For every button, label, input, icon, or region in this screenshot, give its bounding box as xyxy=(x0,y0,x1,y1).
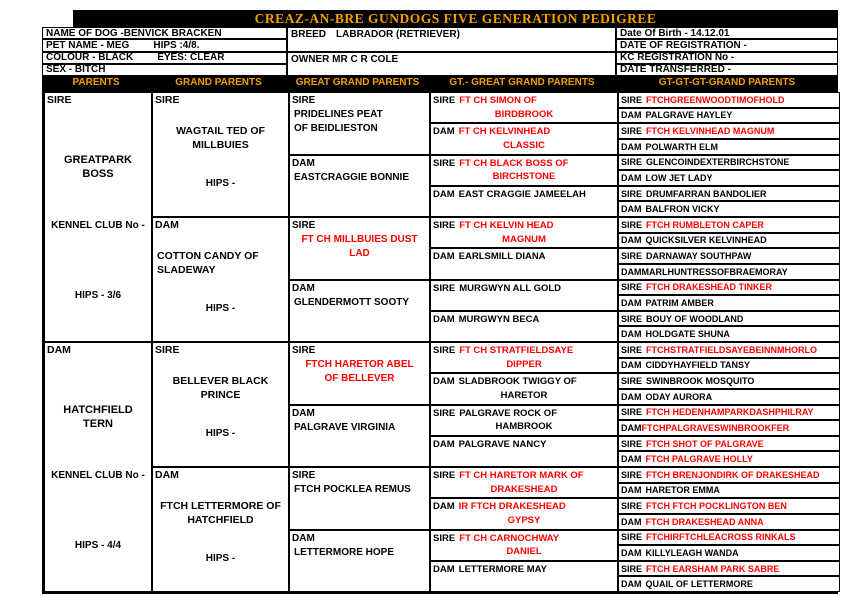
gt-gt-gt-grand-parent-cell xyxy=(618,342,840,358)
gt-great-grand-parent-cell xyxy=(430,530,618,561)
great-grand-parent-cell xyxy=(289,280,430,343)
relation-label: DAM xyxy=(292,532,315,544)
dog-name-row xyxy=(431,282,617,296)
date-transferred-field: DATE TRANSFERRED - xyxy=(616,64,838,76)
eyes-text: EYES: CLEAR xyxy=(157,52,225,64)
dog-name: FTCH BRENJONDIRK OF DRAKESHEAD xyxy=(646,469,820,480)
relation-label: DAM xyxy=(621,235,642,246)
dog-name-line2: GYPSY xyxy=(507,514,541,526)
dog-name: FT CH KELVINHEAD xyxy=(458,126,551,138)
relation-label: DAM xyxy=(621,454,642,465)
dog-name: FTCH SHOT OF PALGRAVE xyxy=(646,438,764,449)
relation-label: DAM xyxy=(47,344,71,356)
dog-name: FTCHPALGRAVESWINBROOKFER xyxy=(641,422,790,433)
column-header-gt-great-grand-parents: GT.- GREAT GRAND PARENTS xyxy=(449,77,595,88)
relation-label: SIRE xyxy=(621,188,643,199)
gt-gt-gt-grand-parent-cell xyxy=(618,123,840,139)
relation-label: DAM xyxy=(621,266,642,277)
dog-name-line: LAD xyxy=(349,248,370,259)
gt-gt-gt-grand-parent-cell xyxy=(618,436,840,452)
dog-name: HARETOR EMMA xyxy=(645,485,720,496)
dog-name: PALGRAVE NANCY xyxy=(458,438,547,450)
grand-parent-cell xyxy=(152,467,289,592)
gt-gt-gt-grand-parent-cell xyxy=(618,311,840,327)
dog-name: SLADBROOK TWIGGY OF xyxy=(458,376,577,388)
dog-name-line2: BIRDBROOK xyxy=(494,108,554,120)
gt-gt-gt-grand-parent-cell xyxy=(618,233,840,249)
relation-label: SIRE xyxy=(155,344,180,356)
sex-text: SEX - BITCH xyxy=(46,64,106,76)
dog-name: FTCH PALGRAVE HOLLY xyxy=(645,454,753,465)
gt-gt-gt-grand-parent-cell xyxy=(618,467,840,483)
gt-gt-gt-grand-parent-cell xyxy=(618,217,840,233)
relation-label: SIRE xyxy=(621,313,643,324)
dog-name: BALFRON VICKY xyxy=(645,204,720,215)
relation-label: DAM xyxy=(621,547,642,558)
dog-name: DARNAWAY SOUTHPAW xyxy=(646,251,752,262)
relation-label: DAM xyxy=(621,360,642,371)
gt-gt-gt-grand-parent-cell xyxy=(618,108,840,124)
dog-name-row xyxy=(431,125,617,139)
dog-name-line: FT CH MILLBUIES DUST xyxy=(301,234,418,245)
hips-text: HIPS :4/8. xyxy=(153,39,200,51)
dog-name: POLWARTH ELM xyxy=(645,141,718,152)
gt-gt-gt-grand-parent-cell xyxy=(618,280,840,296)
relation-label: DAM xyxy=(621,297,642,308)
relation-label: SIRE xyxy=(433,532,456,544)
gt-great-grand-parent-cell xyxy=(430,405,618,436)
relation-label: SIRE xyxy=(621,532,643,543)
gt-great-grand-parent-cell xyxy=(430,311,618,342)
dog-name: FT CH CARNOCHWAY xyxy=(459,532,560,544)
relation-label: SIRE xyxy=(621,126,643,137)
relation-label: SIRE xyxy=(292,95,316,106)
gt-gt-gt-grand-parent-cell xyxy=(618,530,840,546)
gt-great-grand-parent-cell xyxy=(430,248,618,279)
dog-name-row xyxy=(431,94,617,108)
dog-name: PALGRAVE HAYLEY xyxy=(645,110,733,121)
dog-name-line2: HAMBROOK xyxy=(495,421,553,432)
gt-great-grand-parent-cell xyxy=(430,436,618,467)
grand-parent-cell xyxy=(152,92,289,217)
dog-name: QUICKSILVER KELVINHEAD xyxy=(645,235,767,246)
gt-great-grand-parent-cell xyxy=(430,123,618,154)
relation-label: SIRE xyxy=(433,157,456,169)
gt-gt-gt-grand-parent-cell xyxy=(618,295,840,311)
dog-name-row xyxy=(431,344,617,358)
gt-gt-gt-grand-parent-cell xyxy=(618,170,840,186)
parent-cell xyxy=(44,342,152,592)
dog-name: COTTON CANDY OF SLADEWAY xyxy=(157,250,259,276)
dog-name: PATRIM AMBER xyxy=(645,297,714,308)
dog-name-line2: DRAKESHEAD xyxy=(490,483,558,495)
dog-name: FT CH HARETOR MARK OF xyxy=(459,470,584,481)
dog-name-line2: HARETOR xyxy=(500,389,548,401)
gt-great-grand-parent-cell xyxy=(430,217,618,248)
column-header-gt-gt-gt-grand-parents: GT-GT-GT-GRAND PARENTS xyxy=(658,77,796,88)
relation-label: SIRE xyxy=(621,501,643,512)
dog-name: WAGTAIL TED OF MILLBUIES xyxy=(176,125,265,151)
dog-name-row xyxy=(431,469,617,483)
hips-score: HIPS - xyxy=(205,178,236,189)
gt-great-grand-parent-cell xyxy=(430,373,618,404)
column-header-parents: PARENTS xyxy=(72,77,120,88)
dog-name-line: LETTERMORE HOPE xyxy=(294,546,395,558)
relation-label: DAM xyxy=(621,516,642,527)
relation-label: SIRE xyxy=(433,470,456,481)
dog-name: ODAY AURORA xyxy=(645,391,713,402)
gt-gt-gt-grand-parent-cell xyxy=(618,155,840,171)
relation-label: SIRE xyxy=(621,251,643,262)
hips-score: HIPS - 3/6 xyxy=(74,290,122,301)
dog-name-line: FTCH HARETOR ABEL xyxy=(305,359,414,370)
dog-name: FTCHGREENWOODTIMOFHOLD xyxy=(646,94,785,105)
hips-score: HIPS - 4/4 xyxy=(74,540,122,551)
relation-label: SIRE xyxy=(621,282,643,293)
gt-great-grand-parent-cell xyxy=(430,467,618,498)
column-header-great-grand-parents: GREAT GRAND PARENTS xyxy=(295,77,420,88)
dog-name-line2: BIRCHSTONE xyxy=(492,171,556,182)
relation-label: SIRE xyxy=(155,94,180,106)
kennel-club-no: KENNEL CLUB No - xyxy=(51,220,145,231)
gt-gt-gt-grand-parent-cell xyxy=(618,420,840,436)
dog-name: FTCH KELVINHEAD MAGNUM xyxy=(646,126,775,137)
gt-great-grand-parent-cell xyxy=(430,498,618,529)
dog-name: GREATPARK BOSS xyxy=(63,154,133,180)
dog-name-line2: DIPPER xyxy=(506,358,542,370)
relation-label: DAM xyxy=(621,485,642,496)
dog-name-line: PRIDELINES PEAT xyxy=(294,109,383,120)
dog-name: PALGRAVE ROCK OF xyxy=(459,407,558,419)
great-grand-parent-cell xyxy=(289,467,430,530)
dog-name: LOW JET LADY xyxy=(645,172,713,183)
dog-name: BOUY OF WOODLAND xyxy=(646,313,744,324)
dog-name: FT CH KELVIN HEAD xyxy=(459,220,554,231)
relation-label: DAM xyxy=(433,126,455,138)
dog-name: FTCH RUMBLETON CAPER xyxy=(646,219,764,230)
gt-gt-gt-grand-parent-cell xyxy=(618,248,840,264)
relation-label: DAM xyxy=(621,391,642,402)
dog-name: FTCH DRAKESHEAD TINKER xyxy=(646,282,773,293)
relation-label: SIRE xyxy=(433,282,456,294)
relation-label: SIRE xyxy=(621,469,643,480)
gt-gt-gt-grand-parent-cell xyxy=(618,373,840,389)
dog-name: EAST CRAGGIE JAMEELAH xyxy=(458,188,586,200)
dog-name: GLENCOINDEXTERBIRCHSTONE xyxy=(646,157,790,168)
great-grand-parent-cell xyxy=(289,92,430,155)
dog-name-row xyxy=(431,375,617,389)
dog-name: QUAIL OF LETTERMORE xyxy=(645,579,753,590)
relation-label: DAM xyxy=(155,469,179,481)
hips-score: HIPS - xyxy=(205,428,236,439)
gt-gt-gt-grand-parent-cell xyxy=(618,576,840,592)
date-of-birth-field: Date Of Birth - 14.12.01 xyxy=(616,27,838,39)
gt-gt-gt-grand-parent-cell xyxy=(618,186,840,202)
dog-name: MURGWYN BECA xyxy=(458,313,540,325)
relation-label: SIRE xyxy=(621,407,643,418)
gt-gt-gt-grand-parent-cell xyxy=(618,545,840,561)
relation-label: SIRE xyxy=(292,345,316,356)
relation-label: SIRE xyxy=(621,344,643,355)
relation-label: DAM xyxy=(621,579,642,590)
sex-field xyxy=(42,64,287,76)
hips-score: HIPS - xyxy=(205,553,236,564)
dog-name-line: OF BEIDLIESTON xyxy=(294,123,378,134)
dog-name: DRUMFARRAN BANDOLIER xyxy=(646,188,767,199)
dog-name-row xyxy=(431,532,617,546)
pedigree-grid xyxy=(42,90,838,594)
dog-name: FTCHIRFTCHLEACROSS RINKALS xyxy=(646,532,796,543)
document-title: CREAZ-AN-BRE GUNDOGS FIVE GENERATION PEDIGREE xyxy=(73,10,838,27)
relation-label: SIRE xyxy=(47,94,72,106)
gt-gt-gt-grand-parent-cell xyxy=(618,326,840,342)
dog-name-row xyxy=(431,500,617,514)
relation-label: DAM xyxy=(621,422,642,433)
dog-name-row xyxy=(431,313,617,327)
relation-label: SIRE xyxy=(433,345,456,356)
kc-registration-field: KC REGISTRATION No - xyxy=(616,52,838,64)
colour-field xyxy=(42,52,287,64)
dog-name: EARLSMILL DIANA xyxy=(458,251,546,263)
column-header-grand-parents: GRAND PARENTS xyxy=(175,77,262,88)
great-grand-parent-cell xyxy=(289,155,430,218)
gt-gt-gt-grand-parent-cell xyxy=(618,483,840,499)
dog-name: MURGWYN ALL GOLD xyxy=(459,282,562,294)
great-grand-parent-cell xyxy=(289,405,430,468)
relation-label: DAM xyxy=(433,188,455,200)
name-of-dog-text: NAME OF DOG -BENVICK BRACKEN xyxy=(46,27,222,39)
gt-great-grand-parent-cell xyxy=(430,280,618,311)
gt-great-grand-parent-cell xyxy=(430,186,618,217)
dog-name-line: FTCH POCKLEA REMUS xyxy=(294,484,411,495)
dog-name: KILLYLEAGH WANDA xyxy=(645,547,739,558)
relation-label: SIRE xyxy=(292,470,316,481)
dog-name: FTCH LETTERMORE OF HATCHFIELD xyxy=(160,500,281,526)
relation-label: SIRE xyxy=(433,407,456,419)
relation-label: SIRE xyxy=(621,219,643,230)
relation-label: DAM xyxy=(433,438,455,450)
dog-name-line: EASTCRAGGIE BONNIE xyxy=(294,171,410,183)
owner-field xyxy=(287,52,616,77)
relation-label: SIRE xyxy=(621,94,643,105)
gt-gt-gt-grand-parent-cell xyxy=(618,389,840,405)
breed-field xyxy=(287,27,616,52)
relation-label: SIRE xyxy=(621,157,643,168)
gt-gt-gt-grand-parent-cell xyxy=(618,139,840,155)
relation-label: DAM xyxy=(292,407,315,419)
relation-label: SIRE xyxy=(621,563,643,574)
dog-name: FT CH BLACK BOSS OF xyxy=(459,157,569,169)
colour-text: COLOUR - BLACK xyxy=(46,52,134,64)
dog-info-header xyxy=(42,27,838,76)
dog-name-line: OF BELLEVER xyxy=(324,373,395,384)
dog-name: LETTERMORE MAY xyxy=(458,563,547,575)
relation-label: DAM xyxy=(433,501,455,513)
grand-parent-cell xyxy=(152,342,289,467)
grand-parent-cell xyxy=(152,217,289,342)
dog-name-line2: CLASSIC xyxy=(503,139,545,151)
relation-label: DAM xyxy=(621,110,642,121)
dog-name: BELLEVER BLACK PRINCE xyxy=(172,375,269,401)
dog-name: FTCH EARSHAM PARK SABRE xyxy=(646,563,780,574)
gt-gt-gt-grand-parent-cell xyxy=(618,358,840,374)
relation-label: DAM xyxy=(433,251,455,263)
relation-label: DAM xyxy=(433,313,455,325)
pet-name-field xyxy=(42,39,287,51)
gt-gt-gt-grand-parent-cell xyxy=(618,498,840,514)
relation-label: SIRE xyxy=(621,438,643,449)
gt-gt-gt-grand-parent-cell xyxy=(618,264,840,280)
dog-name: FTCH DRAKESHEAD ANNA xyxy=(645,516,764,527)
relation-label: DAM xyxy=(292,157,315,169)
relation-label: DAM xyxy=(155,219,179,231)
dog-name: FT CH STRATFIELDSAYE xyxy=(459,345,574,356)
great-grand-parent-cell xyxy=(289,530,430,593)
dog-name: HATCHFIELD TERN xyxy=(63,404,133,430)
gt-great-grand-parent-cell xyxy=(430,92,618,123)
gt-gt-gt-grand-parent-cell xyxy=(618,514,840,530)
relation-label: DAM xyxy=(292,282,315,294)
relation-label: SIRE xyxy=(433,220,456,231)
relation-label: DAM xyxy=(433,563,455,575)
generation-column-headers xyxy=(42,76,838,90)
dog-name-row xyxy=(431,188,617,202)
dog-name-line2: DANIEL xyxy=(506,546,542,557)
relation-label: DAM xyxy=(621,141,642,152)
dog-name: FTCH FTCH POCKLINGTON BEN xyxy=(646,501,787,512)
relation-label: SIRE xyxy=(621,376,643,387)
dog-name-row xyxy=(431,563,617,577)
relation-label: DAM xyxy=(621,172,642,183)
date-of-registration-field: DATE OF REGISTRATION - xyxy=(616,39,838,51)
great-grand-parent-cell xyxy=(289,217,430,280)
relation-label: SIRE xyxy=(292,220,316,231)
gt-gt-gt-grand-parent-cell xyxy=(618,451,840,467)
dog-name-row xyxy=(431,407,617,421)
dog-name-line: PALGRAVE VIRGINIA xyxy=(294,421,396,433)
dog-name-line2: MAGNUM xyxy=(502,233,546,245)
gt-gt-gt-grand-parent-cell xyxy=(618,561,840,577)
dog-name: CIDDYHAYFIELD TANSY xyxy=(645,360,751,371)
gt-great-grand-parent-cell xyxy=(430,155,618,186)
dog-name-row xyxy=(431,219,617,233)
great-grand-parent-cell xyxy=(289,342,430,405)
gt-gt-gt-grand-parent-cell xyxy=(618,201,840,217)
gt-gt-gt-grand-parent-cell xyxy=(618,405,840,421)
dog-name-row xyxy=(431,157,617,171)
dog-name-line: GLENDERMOTT SOOTY xyxy=(294,296,409,308)
dog-name: FTCH HEDENHAMPARKDASHPHILRAY xyxy=(646,407,814,418)
dog-name-row xyxy=(431,438,617,452)
parent-cell xyxy=(44,92,152,342)
relation-label: DAM xyxy=(433,376,455,388)
gt-great-grand-parent-cell xyxy=(430,342,618,373)
kennel-club-no: KENNEL CLUB No - xyxy=(51,470,145,481)
hips-score: HIPS - xyxy=(205,303,236,314)
gt-great-grand-parent-cell xyxy=(430,561,618,592)
pet-name-text: PET NAME - MEG xyxy=(46,39,130,51)
pedigree-table xyxy=(42,10,838,594)
relation-label: DAM xyxy=(621,204,642,215)
dog-name: SWINBROOK MOSQUITO xyxy=(646,376,755,387)
owner-text: OWNER MR C R COLE xyxy=(291,53,399,65)
dog-name: MARLHUNTRESSOFBRAEMORAY xyxy=(641,266,788,277)
name-of-dog-field xyxy=(42,27,287,39)
dog-name-row xyxy=(431,250,617,264)
dog-name: FT CH SIMON OF xyxy=(459,95,537,106)
breed-value: LABRADOR (RETRIEVER) xyxy=(336,29,460,40)
dog-name: FTCHSTRATFIELDSAYEBEINNMHORLO xyxy=(646,344,818,355)
breed-label: BREED xyxy=(291,29,327,40)
relation-label: SIRE xyxy=(433,95,456,106)
dog-name: IR FTCH DRAKESHEAD xyxy=(458,501,566,513)
gt-gt-gt-grand-parent-cell xyxy=(618,92,840,108)
relation-label: DAM xyxy=(621,329,642,340)
dog-name: HOLDGATE SHUNA xyxy=(645,329,730,340)
